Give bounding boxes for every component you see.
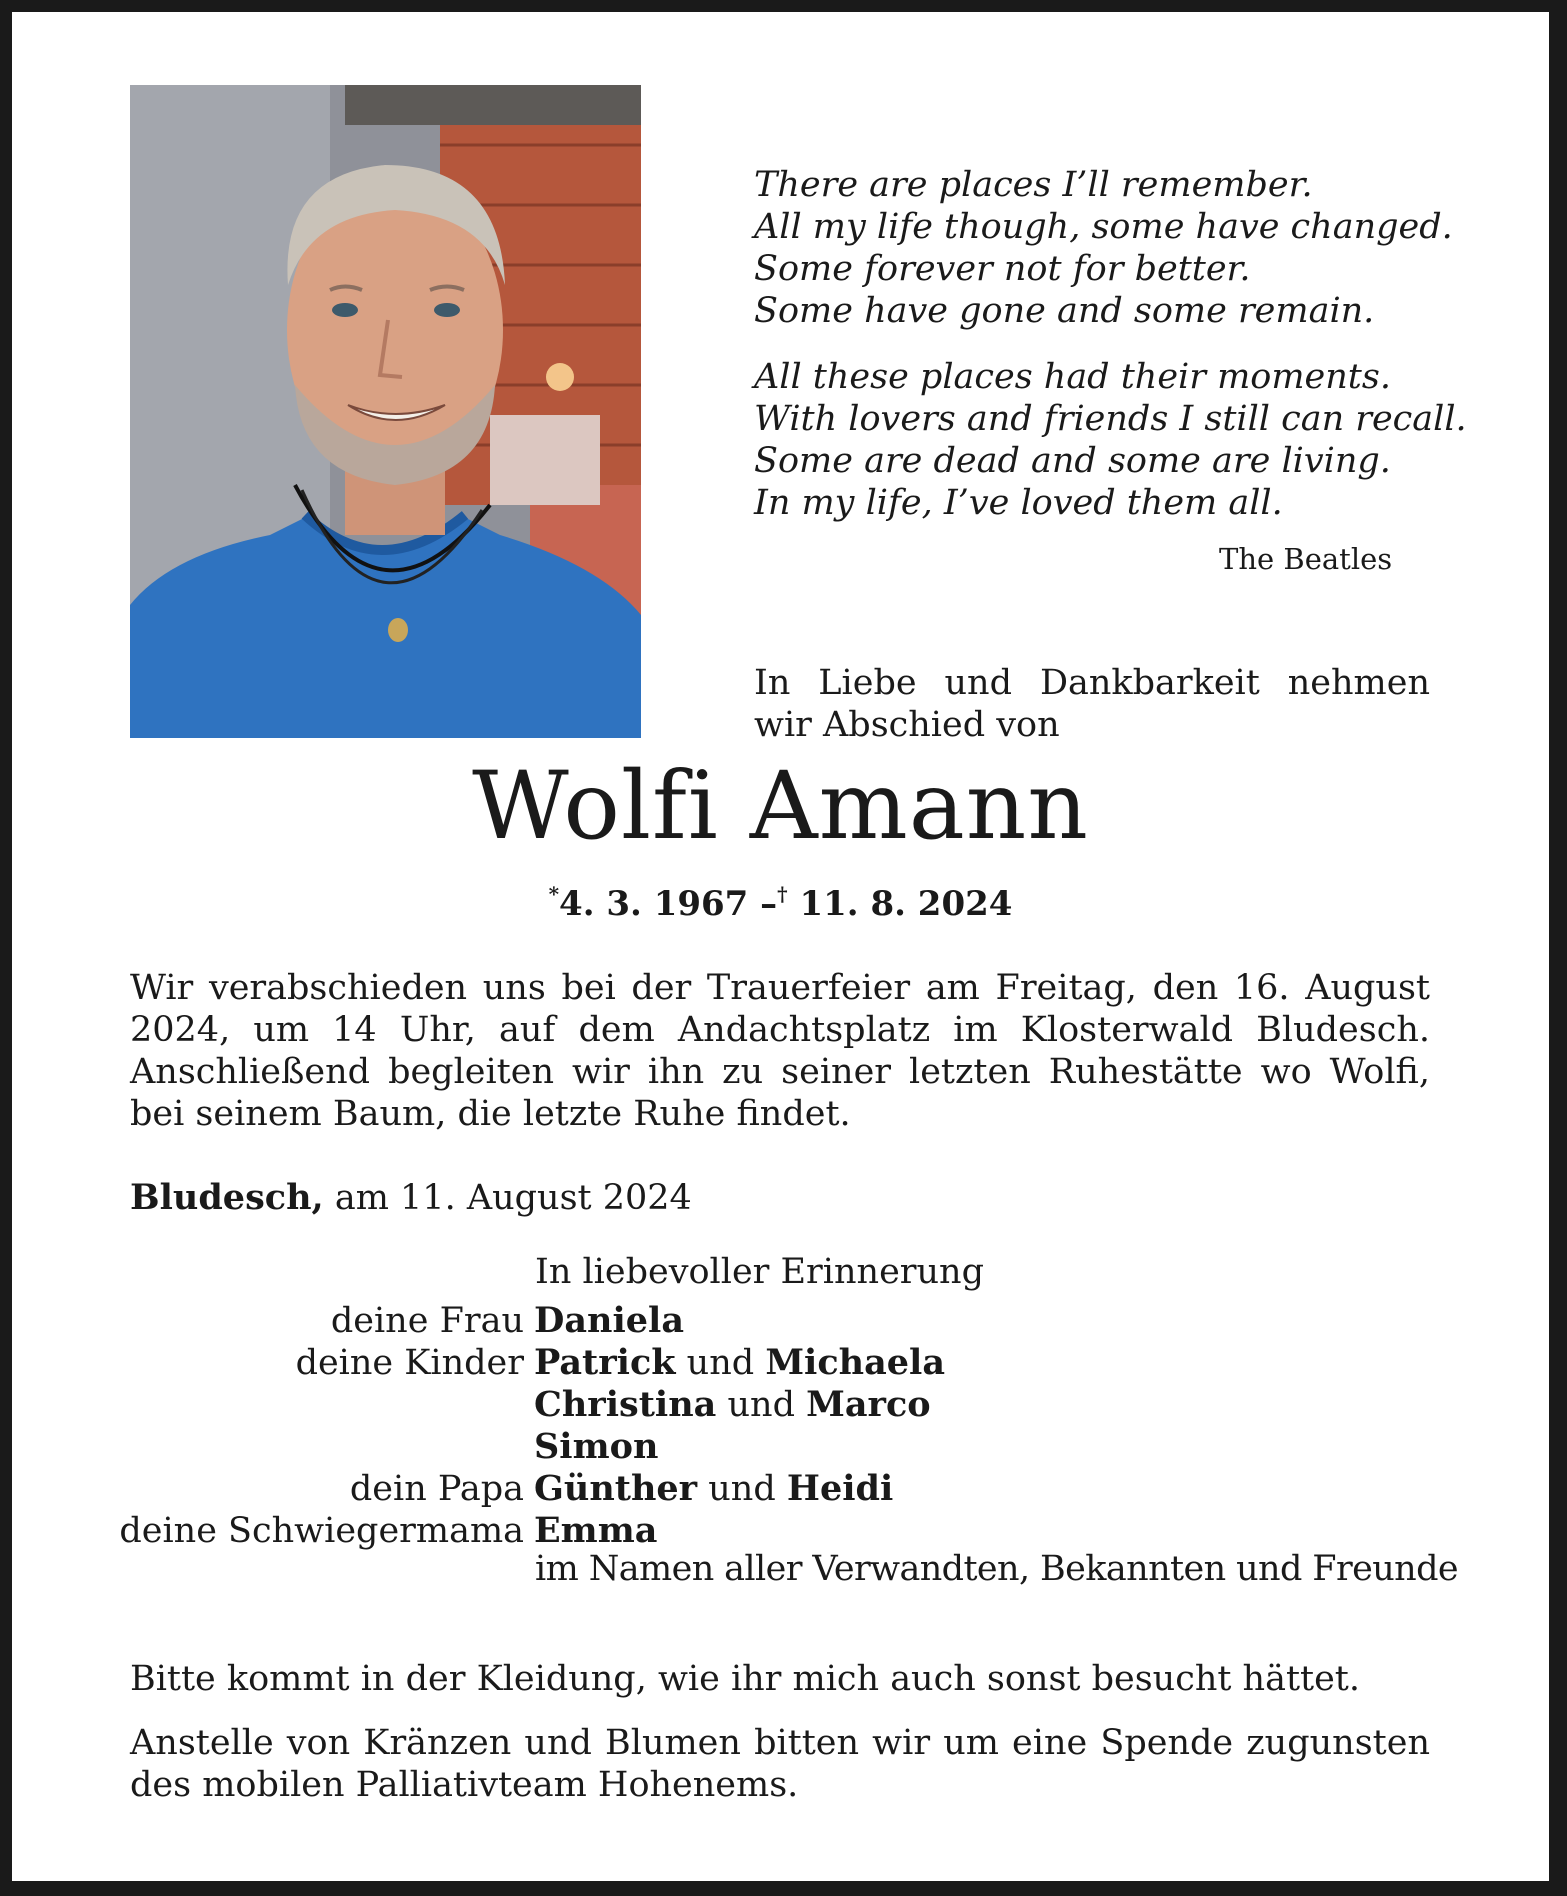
closing-line: im Namen aller Verwandten, Bekannten und Freunde [535,1549,1459,1589]
family-relation: dein Papa [349,1469,524,1509]
poem-stanza-1 [754,164,1474,332]
family-member-name: Marco [806,1384,931,1425]
family-member-name: Patrick [534,1342,676,1383]
family-row [112,1468,945,1510]
family-relation [112,1426,534,1468]
family-member-name: Simon [534,1426,659,1467]
death-date: 11. 8. 2024 [799,884,1013,924]
birth-symbol: * [548,882,560,906]
poem-line: Some have gone and some remain. [754,291,1375,331]
family-relation: deine Kinder [295,1343,524,1383]
portrait-photo [130,85,641,738]
poem [754,164,1474,548]
family-relation [112,1384,534,1426]
poem-stanza-2 [754,356,1474,524]
poem-author: The Beatles [1219,542,1393,576]
life-dates [12,882,1549,924]
poem-line: All my life though, some have changed. [754,207,1453,247]
poem-line: There are places I’ll remember. [754,165,1313,205]
place-name: Bludesch, [130,1177,324,1218]
family-names [534,1300,684,1342]
family-joiner: und [708,1469,776,1509]
death-symbol: † [777,882,788,906]
poem-line: All these places had their moments. [754,357,1391,397]
family-names [534,1510,657,1552]
family-member-name: Daniela [534,1300,685,1341]
family-member-name: Emma [534,1510,658,1551]
dress-note: Bitte kommt in der Kleidung, wie ihr mich auch sonst besucht hättet. [130,1659,1360,1699]
place-date [130,1177,692,1218]
family-row [112,1384,945,1426]
family-joiner: und [727,1385,795,1425]
family-member-name: Heidi [786,1468,894,1509]
family-relation: deine Schwiegermama [119,1511,524,1551]
deceased-name: Wolfi Amann [472,752,1089,861]
family-names [534,1384,931,1426]
birth-date: 4. 3. 1967 [559,884,749,924]
obituary-notice [12,12,1549,1881]
family-names [534,1342,945,1384]
family-relation: deine Frau [330,1301,524,1341]
family-member-name: Christina [534,1384,717,1425]
poem-line: In my life, I’ve loved them all. [754,483,1283,523]
family-joiner: und [686,1343,755,1383]
poem-line: Some forever not for better. [754,249,1251,289]
family-member-name: Günther [534,1468,698,1509]
ceremony-text: Wir verabschieden uns bei der Trauerfeier am Freitag, den 16. August 2024, um 14 Uhr, auf dem Andachtsplatz im Klosterwald Bludesch. Anschließend begleiten wir ihn zu seiner letzten Ruhestätte wo Wolfi, bei seinem Baum, die letzte Ruhe findet. [130,968,1430,1134]
date-separator: – [760,884,778,924]
family-member-name: Michaela [765,1342,946,1383]
portrait-photo-icon [130,85,641,738]
intro-text: In Liebe und Dankbarkeit nehmen wir Abschied von [754,663,1430,745]
family-list [112,1300,945,1552]
family-row [112,1426,945,1468]
family-row [112,1342,945,1384]
memory-line: In liebevoller Erinnerung [535,1252,985,1292]
family-names [534,1426,658,1468]
notice-date: am 11. August 2024 [334,1178,692,1218]
poem-line: With lovers and friends I still can recall. [754,399,1467,439]
family-names [534,1468,893,1510]
family-row [112,1300,945,1342]
donation-note: Anstelle von Kränzen und Blumen bitten wir um eine Spende zugunsten des mobilen Palliativteam Hohenems. [130,1723,1430,1805]
family-row [112,1510,945,1552]
poem-line: Some are dead and some are living. [754,441,1391,481]
